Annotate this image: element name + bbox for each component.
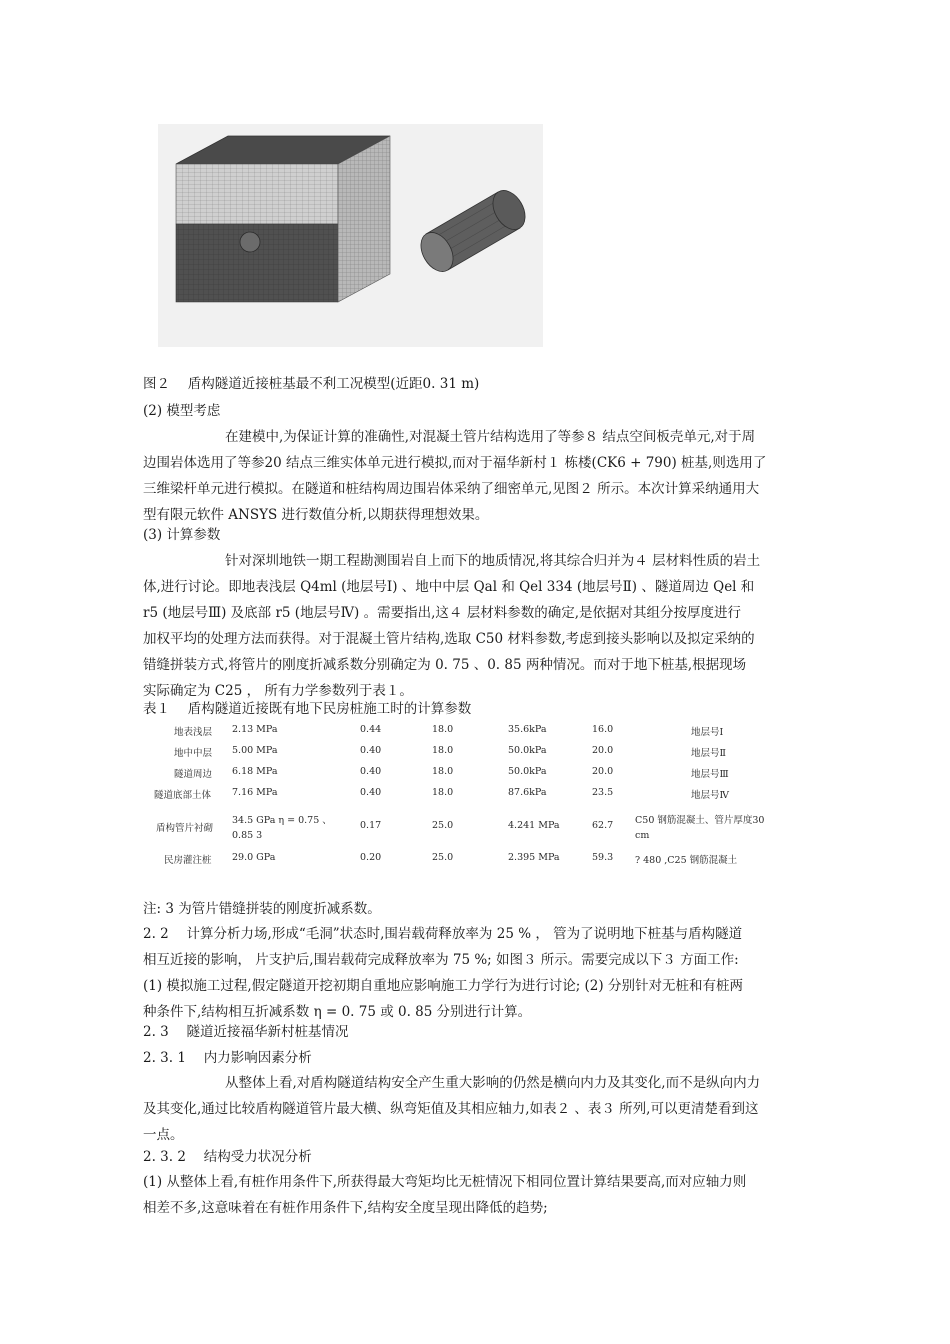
cell-c: 50.0kPa xyxy=(508,766,547,777)
cell-c: 2.395 MPa xyxy=(508,852,560,863)
cell-note: 地层号Ⅲ xyxy=(691,769,729,780)
cell-note: 地层号Ⅱ xyxy=(691,748,726,759)
section-heading-params: (3) 计算参数 xyxy=(143,527,221,543)
section-heading-model: (2) 模型考虑 xyxy=(143,403,221,419)
paragraph-line: 相互近接的影响， 片支护后,围岩载荷完成释放率为 75 %; 如图３ 所示。需要完成以下３ 方面工作: xyxy=(143,952,739,968)
cell-gamma: 18.0 xyxy=(432,766,454,777)
paragraph-line: 2. 2 计算分析力场,形成“毛洞”状态时,围岩载荷释放率为 25 % ， 管为了说明地下桩基与盾构隧道 xyxy=(143,926,743,942)
cell-mu: 0.40 xyxy=(360,787,382,798)
paragraph-line: (1) 模拟施工过程,假定隧道开挖初期自重地应影响施工力学行为进行讨论; (2) 分别针对无桩和有桩两 xyxy=(143,978,743,994)
fe-model-figure xyxy=(158,124,543,347)
cell-mu: 0.40 xyxy=(360,766,382,777)
cell-name: 地中中层 xyxy=(174,748,213,759)
cell-e: 7.16 MPa xyxy=(232,787,278,798)
cell-mu: 0.44 xyxy=(360,724,382,735)
cell-gamma: 18.0 xyxy=(432,787,454,798)
paragraph-model xyxy=(143,424,808,528)
cell-gamma: 25.0 xyxy=(432,852,454,863)
cell-c: 4.241 MPa xyxy=(508,820,560,831)
fe-model-illustration xyxy=(158,124,543,347)
table-row xyxy=(140,787,800,807)
cell-e: 6.18 MPa xyxy=(232,766,278,777)
paragraph-232 xyxy=(143,1169,808,1221)
cell-note: 地层号Ⅳ xyxy=(691,790,729,801)
tunnel-cylinder xyxy=(414,185,531,277)
table-row xyxy=(140,852,800,872)
paragraph-line: 针对深圳地铁一期工程勘测围岩自上而下的地质情况,将其综合归并为４ 层材料性质的岩土 xyxy=(225,553,761,569)
section-heading-23: 2. 3 隧道近接福华新村桩基情况 xyxy=(143,1024,349,1040)
cell-note: C50 钢筋混凝土、管片厚度30 xyxy=(635,815,765,826)
cell-phi: 20.0 xyxy=(592,745,614,756)
paragraph-line: 边围岩体选用了等参20 结点三维实体单元进行模拟,而对于福华新村１ 栋楼(CK6 + 790) 桩基,则选用了 xyxy=(143,455,767,471)
paragraph-line: 加权平均的处理方法而获得。对于混凝土管片结构,选取 C50 材料参数,考虑到接头影响以及拟定采纳的 xyxy=(143,631,755,647)
section-heading-231: 2. 3. 1 内力影响因素分析 xyxy=(143,1050,312,1066)
cell-e: 2.13 MPa xyxy=(232,724,278,735)
paragraph-22 xyxy=(143,921,808,1025)
cell-note: 地层号Ⅰ xyxy=(691,727,724,738)
section-heading-232: 2. 3. 2 结构受力状况分析 xyxy=(143,1149,312,1165)
paragraph-line: 一点。 xyxy=(143,1127,184,1143)
paragraph-params xyxy=(143,548,808,704)
paragraph-line: 型有限元软件 ANSYS 进行数值分析,以期获得理想效果。 xyxy=(143,507,489,523)
parameters-table xyxy=(140,720,800,880)
cell-mu: 0.17 xyxy=(360,820,382,831)
cell-phi: 59.3 xyxy=(592,852,614,863)
cell-phi: 20.0 xyxy=(592,766,614,777)
figure-caption: 图２ 盾构隧道近接桩基最不利工况模型(近距0. 31 m) xyxy=(143,376,480,392)
cell-name: 民房灌注桩 xyxy=(164,855,212,866)
cell-gamma: 18.0 xyxy=(432,745,454,756)
table-row xyxy=(140,766,800,786)
cell-c: 87.6kPa xyxy=(508,787,547,798)
cell-e: 29.0 GPa xyxy=(232,852,276,863)
cell-name: 盾构管片衬砌 xyxy=(156,823,214,834)
cell-gamma: 18.0 xyxy=(432,724,454,735)
cell-e-line2: 0.85 3 xyxy=(232,830,263,841)
paragraph-line: 及其变化,通过比较盾构隧道管片最大横、纵弯矩值及其相应轴力,如表２ 、表３ 所列,可以更清楚看到这 xyxy=(143,1101,759,1117)
cell-note: ? 480 ,C25 钢筋混凝土 xyxy=(635,855,738,866)
table-row xyxy=(140,812,800,848)
paragraph-line: r5 (地层号Ⅲ) 及底部 r5 (地层号Ⅳ) 。需要指出,这４ 层材料参数的确定,是依据对其组分按厚度进行 xyxy=(143,605,741,621)
paragraph-line: 三维梁杆单元进行模拟。在隧道和桩结构周边围岩体采纳了细密单元,见图２ 所示。本次计算采纳通用大 xyxy=(143,481,760,497)
paragraph-line: 错缝拼装方式,将管片的刚度折减系数分别确定为 0. 75 、0. 85 两种情况。而对于地下桩基,根据现场 xyxy=(143,657,747,673)
cell-name: 地表浅层 xyxy=(174,727,213,738)
cell-phi: 23.5 xyxy=(592,787,614,798)
cell-mu: 0.20 xyxy=(360,852,382,863)
cell-name: 隧道周边 xyxy=(174,769,213,780)
paragraph-line: (1) 从整体上看,有桩作用条件下,所获得最大弯矩均比无桩情况下相同位置计算结果要高,而对应轴力则 xyxy=(143,1174,747,1190)
cell-mu: 0.40 xyxy=(360,745,382,756)
cell-phi: 16.0 xyxy=(592,724,614,735)
paragraph-line: 从整体上看,对盾构隧道结构安全产生重大影响的仍然是横向内力及其变化,而不是纵向内力 xyxy=(225,1075,761,1091)
table-row xyxy=(140,724,800,744)
paragraph-line: 实际确定为 C25 ， 所有力学参数列于表１。 xyxy=(143,683,413,699)
table-caption: 表１ 盾构隧道近接既有地下民房桩施工时的计算参数 xyxy=(143,701,472,717)
paragraph-line: 在建模中,为保证计算的准确性,对混凝土管片结构选用了等参８ 结点空间板壳单元,对于周 xyxy=(225,429,756,445)
cell-note-line2: cm xyxy=(635,830,650,841)
cell-c: 35.6kPa xyxy=(508,724,547,735)
cell-gamma: 25.0 xyxy=(432,820,454,831)
paragraph-line: 体,进行讨论。即地表浅层 Q4ml (地层号Ⅰ) 、地中中层 Qal 和 Qel 334 (地层号Ⅱ) 、隧道周边 Qel 和 xyxy=(143,579,755,595)
cell-e: 5.00 MPa xyxy=(232,745,278,756)
paragraph-line: 相差不多,这意味着在有桩作用条件下,结构安全度呈现出降低的趋势; xyxy=(143,1200,548,1216)
table-note: 注: 3 为管片错缝拼装的刚度折减系数。 xyxy=(143,901,381,917)
table-row xyxy=(140,745,800,765)
paragraph-231 xyxy=(143,1070,808,1148)
cell-e: 34.5 GPa η = 0.75 、 xyxy=(232,815,332,826)
paragraph-line: 种条件下,结构相互折减系数 η = 0. 75 或 0. 85 分别进行计算。 xyxy=(143,1004,532,1020)
cell-phi: 62.7 xyxy=(592,820,614,831)
cell-c: 50.0kPa xyxy=(508,745,547,756)
cell-name: 隧道底部土体 xyxy=(154,790,212,801)
